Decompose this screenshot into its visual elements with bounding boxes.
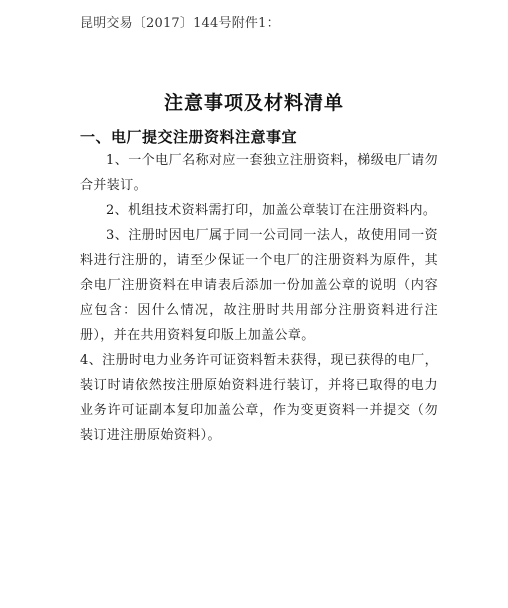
list-item: 2、机组技术资料需打印，加盖公章装订在注册资料内。 — [106, 203, 437, 218]
list-item: 1、一个电厂名称对应一套独立注册资料，梯级电厂请勿合并装订。 — [80, 153, 438, 193]
document-reference: 昆明交易〔2017〕144号附件1： — [80, 16, 280, 31]
document-title: 注意事项及材料清单 — [163, 92, 344, 114]
document-body — [80, 148, 438, 448]
list-item: 4、注册时电力业务许可证资料暂未获得，现已获得的电厂，装订时请依然按注册原始资料进行装订，并将已取得的电力业务许可证副本复印加盖公章，作为变更资料一并提交（勿装订进注册原始资料）。 — [80, 353, 438, 443]
list-item: 3、注册时因电厂属于同一公司同一法人，故使用同一资料进行注册的，请至少保证一个电厂的注册资料为原件，其余电厂注册资料在申请表后添加一份加盖公章的说明（内容应包含：因什么情况，故注册时共用部分注册资料进行注册），并在共用资料复印版上加盖公章。 — [80, 228, 438, 343]
section-heading: 一、电厂提交注册资料注意事宜 — [80, 128, 298, 146]
